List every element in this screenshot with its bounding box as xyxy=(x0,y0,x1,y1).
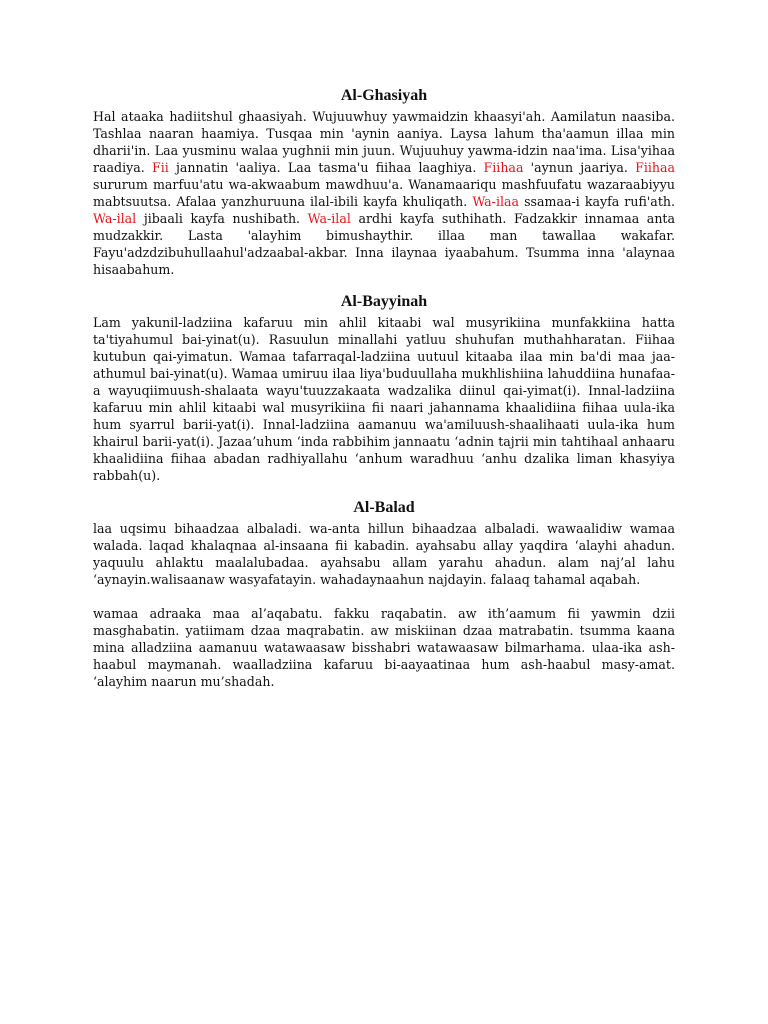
text-run: jannatin 'aaliya. Laa tasma'u fiihaa laaghiya. xyxy=(168,160,484,175)
highlighted-text: Wa-ilal xyxy=(93,211,137,226)
section-paragraph xyxy=(93,314,675,484)
section-title: Al-Bayyinah xyxy=(340,293,428,310)
section-al-balad xyxy=(93,498,675,690)
section-title: Al-Ghasiyah xyxy=(340,87,428,104)
section-al-ghasiyah xyxy=(93,86,675,278)
text-run: Lam yakunil-ladziina kafaruu min ahlil kitaabi wal musyrikiina munfakkiina hatta ta'tiyahumul bai-yinat(u). Rasuulun minallahi yatluu shuhufan muthahharatan. Fiihaa kutubun qai-yimatun. Wamaa tafarraqal-ladziina uutuul kitaaba ilaa min ba'di maa jaa-athumul bai-yinat(u). Wamaa umiruu ilaa liya'buduullaha mukhlishiina lahuddiina hunafaa-a wayuqiimuush-shalaata wayu'tuuzzakaata wadzalika diinul qai-yimat(i). Innal-ladziina kafaruu min ahlil kitaabi wal musyrikiina fii naari jahannama khaalidiina fiihaa uula-ika hum syarrul barii-yat(i). Innal-ladziina aamanuu wa'amiluush-shaalihaati uula-ika hum khairul barii-yat(i). Jazaa’uhum ‘inda rabbihim jannaatu ‘adnin tajrii min tahtihaal anhaaru khaalidiina fiihaa abadan radhiyallahu ‘anhum waradhuu ‘anhu dzalika liman khasyiya rabbah(u). xyxy=(93,315,675,483)
section-al-bayyinah xyxy=(93,292,675,484)
text-run: ardhi kayfa suthihath. Fadzakkir innamaa anta mudzakkir. Lasta 'alayhim bimushaythir. illaa man tawallaa wakafar. Fayu'adzdzibuhullaahul'adzaabal-akbar. Inna ilaynaa iyaabahum. Tsumma inna 'alaynaa hisaabahum. xyxy=(93,211,675,277)
highlighted-text: Fii xyxy=(151,160,169,175)
text-run: wamaa adraaka maa al’aqabatu. fakku raqabatin. aw ith’aamum fii yawmin dzii masghabatin. yatiimam dzaa maqrabatin. aw miskiinan dzaa matrabatin. tsumma kaana mina alladziina aamanuu watawaasaw bisshabri watawaasaw bilmarhama. ulaa-ika ash-haabul maymanah. waalladziina kafaruu bi-aayaatinaa hum ash-haabul masy-amat. ‘alayhim naarun mu’shadah. xyxy=(93,606,675,689)
highlighted-text: Fiihaa xyxy=(635,160,675,175)
highlighted-text: Fiihaa xyxy=(483,160,524,175)
highlighted-text: Wa-ilal xyxy=(307,211,351,226)
text-run: 'aynun jaariya. xyxy=(523,160,636,175)
section-paragraph xyxy=(93,605,675,690)
text-run: Hal ataaka hadiitshul ghaasiyah. Wujuuwhuy yawmaidzin khaasyi'ah. Aamilatun naasiba. Tashlaa naaran haamiya. Tusqaa min 'aynin aaniya. Laysa lahum tha'aamun illaa min dharii'in. Laa yusminu walaa yughnii min juun. Wujuuhuy yawma-idzin naa'ima. Lisa'yihaa raadiya. xyxy=(93,109,675,175)
section-paragraph xyxy=(93,520,675,588)
text-run: sururum marfuu'atu wa-akwaabum mawdhuu'a. Wanamaariqu mashfuufatu wazaraabiyyu mabtsuutsa. Afalaa yanzhuruuna ilal-ibili kayfa khuliqath. xyxy=(93,177,675,209)
text-run: ssamaa-i kayfa rufi'ath. xyxy=(519,194,675,209)
section-paragraph xyxy=(93,108,675,278)
section-title: Al-Balad xyxy=(353,499,415,516)
document-page xyxy=(93,86,675,690)
highlighted-text: Wa-ilaa xyxy=(472,194,520,209)
text-run: laa uqsimu bihaadzaa albaladi. wa-anta hillun bihaadzaa albaladi. wawaalidiw wamaa walada. laqad khalaqnaa al-insaana fii kabadin. ayahsabu allay yaqdira ‘alayhi ahadun. yaquulu ahlaktu maalalubadaa. ayahsabu allam yarahu ahadun. alam naj’al lahu ‘aynayin.walisaanaw wasyafatayin. wahadaynaahun najdayin. falaaq tahamal aqabah. xyxy=(93,521,675,587)
text-run: jibaali kayfa nushibath. xyxy=(136,211,308,226)
